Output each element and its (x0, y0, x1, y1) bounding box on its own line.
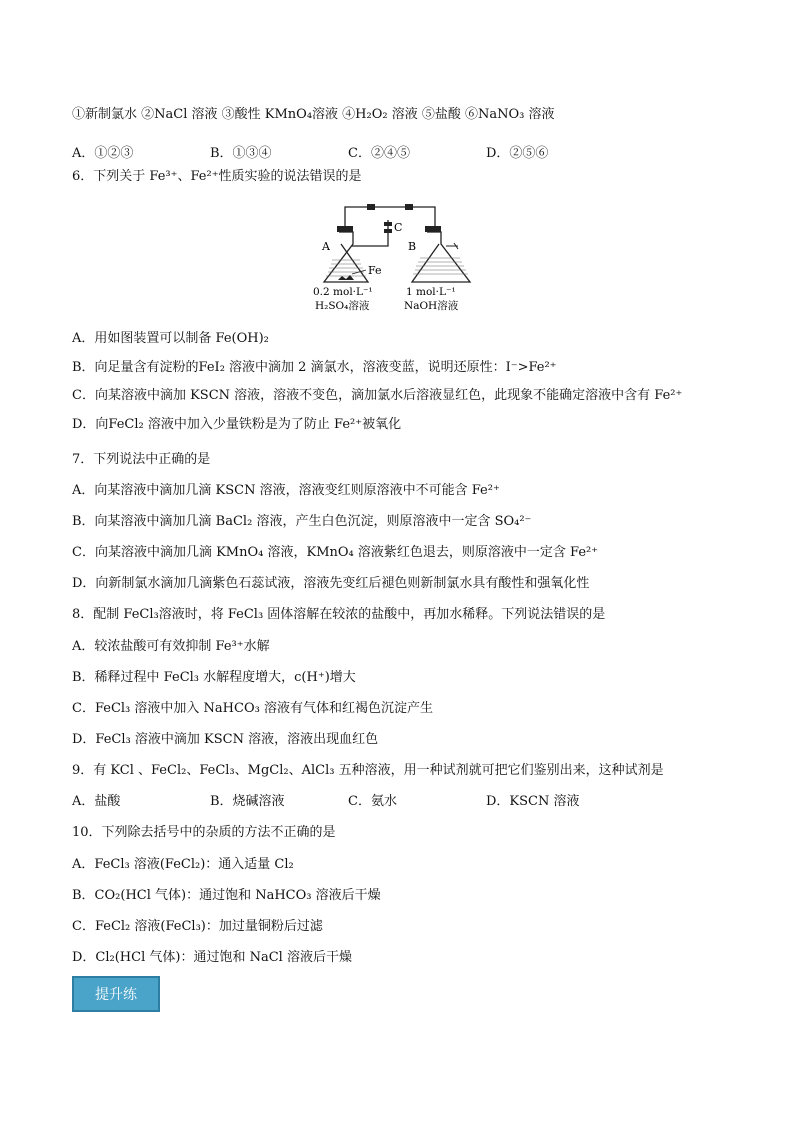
q7-option-c: C．向某溶液中滴加几滴 KMnO₄ 溶液，KMnO₄ 溶液紫红色退去，则原溶液中一定含 Fe²⁺ (72, 545, 599, 560)
q6-option-c: C．向某溶液中滴加 KSCN 溶液，溶液不变色，滴加氯水后溶液显红色，此现象不能确定溶液中含有 Fe²⁺ (72, 388, 683, 403)
left-solution: H₂SO₄溶液 (315, 300, 370, 312)
q9-option-c: C．氨水 (348, 794, 397, 809)
q8-option-a: A．较浓盐酸可有效抑制 Fe³⁺水解 (72, 639, 270, 654)
q8-option-d: D．FeCl₃ 溶液中滴加 KSCN 溶液，溶液出现血红色 (72, 732, 379, 747)
q10-option-a: A．FeCl₃ 溶液(FeCl₂)：通入适量 Cl₂ (72, 857, 294, 872)
label-fe: Fe (368, 264, 382, 277)
q10-option-b: B．CO₂(HCl 气体)：通过饱和 NaHCO₃ 溶液后干燥 (72, 888, 381, 903)
q7-option-a: A．向某溶液中滴加几滴 KSCN 溶液，溶液变红则原溶液中不可能含 Fe²⁺ (72, 483, 500, 498)
section-badge-improvement: 提升练 (72, 976, 160, 1012)
q7-stem: 7．下列说法中正确的是 (72, 452, 211, 467)
q9-option-a: A．盐酸 (72, 794, 121, 809)
label-c: C (394, 221, 403, 234)
q7-option-d: D．向新制氯水滴加几滴紫色石蕊试液，溶液先变红后褪色则新制氯水具有酸性和强氧化性 (72, 576, 590, 591)
apparatus-figure (312, 198, 472, 316)
q5-option-d: D．②⑤⑥ (486, 146, 549, 161)
q10-stem: 10．下列除去括号中的杂质的方法不正确的是 (72, 825, 336, 840)
q5-option-a: A．①②③ (72, 146, 134, 161)
q6-option-d: D．向FeCl₂ 溶液中加入少量铁粉是为了防止 Fe²⁺被氧化 (72, 417, 402, 432)
q7-option-b: B．向某溶液中滴加几滴 BaCl₂ 溶液，产生白色沉淀，则原溶液中一定含 SO₄²⁻ (72, 514, 532, 529)
right-solution: NaOH溶液 (404, 300, 459, 312)
q8-option-b: B．稀释过程中 FeCl₃ 水解程度增大，c(H⁺)增大 (72, 670, 356, 685)
q9-stem: 9．有 KCl 、FeCl₂、FeCl₃、MgCl₂、AlCl₃ 五种溶液，用一种试剂就可把它们鉴别出来，这种试剂是 (72, 763, 664, 778)
reagents-line: ①新制氯水 ②NaCl 溶液 ③酸性 KMnO₄溶液 ④H₂O₂ 溶液 ⑤盐酸 ⑥NaNO₃ 溶液 (72, 107, 555, 122)
label-b: B (408, 240, 417, 253)
q5-option-c: C．②④⑤ (348, 146, 410, 161)
q6-option-b: B．向足量含有淀粉的FeI₂ 溶液中滴加 2 滴氯水，溶液变蓝，说明还原性：I⁻>Fe²⁺ (72, 360, 557, 375)
q10-option-d: D．Cl₂(HCl 气体)：通过饱和 NaCl 溶液后干燥 (72, 950, 352, 965)
q8-stem: 8．配制 FeCl₃溶液时，将 FeCl₃ 固体溶解在较浓的盐酸中，再加水稀释。下列说法错误的是 (72, 607, 606, 622)
q10-option-c: C．FeCl₂ 溶液(FeCl₃)：加过量铜粉后过滤 (72, 919, 323, 934)
q6-option-a: A．用如图装置可以制备 Fe(OH)₂ (72, 331, 269, 346)
label-a: A (322, 240, 330, 253)
q9-option-b: B．烧碱溶液 (210, 794, 285, 809)
q5-option-b: B．①③④ (210, 146, 272, 161)
q6-stem: 6．下列关于 Fe³⁺、Fe²⁺性质实验的说法错误的是 (72, 169, 362, 184)
apparatus-diagram (312, 198, 472, 316)
left-concentration: 0.2 mol·L⁻¹ (313, 286, 373, 298)
q8-option-c: C．FeCl₃ 溶液中加入 NaHCO₃ 溶液有气体和红褐色沉淀产生 (72, 701, 433, 716)
q9-option-d: D．KSCN 溶液 (486, 794, 580, 809)
right-concentration: 1 mol·L⁻¹ (406, 286, 456, 298)
